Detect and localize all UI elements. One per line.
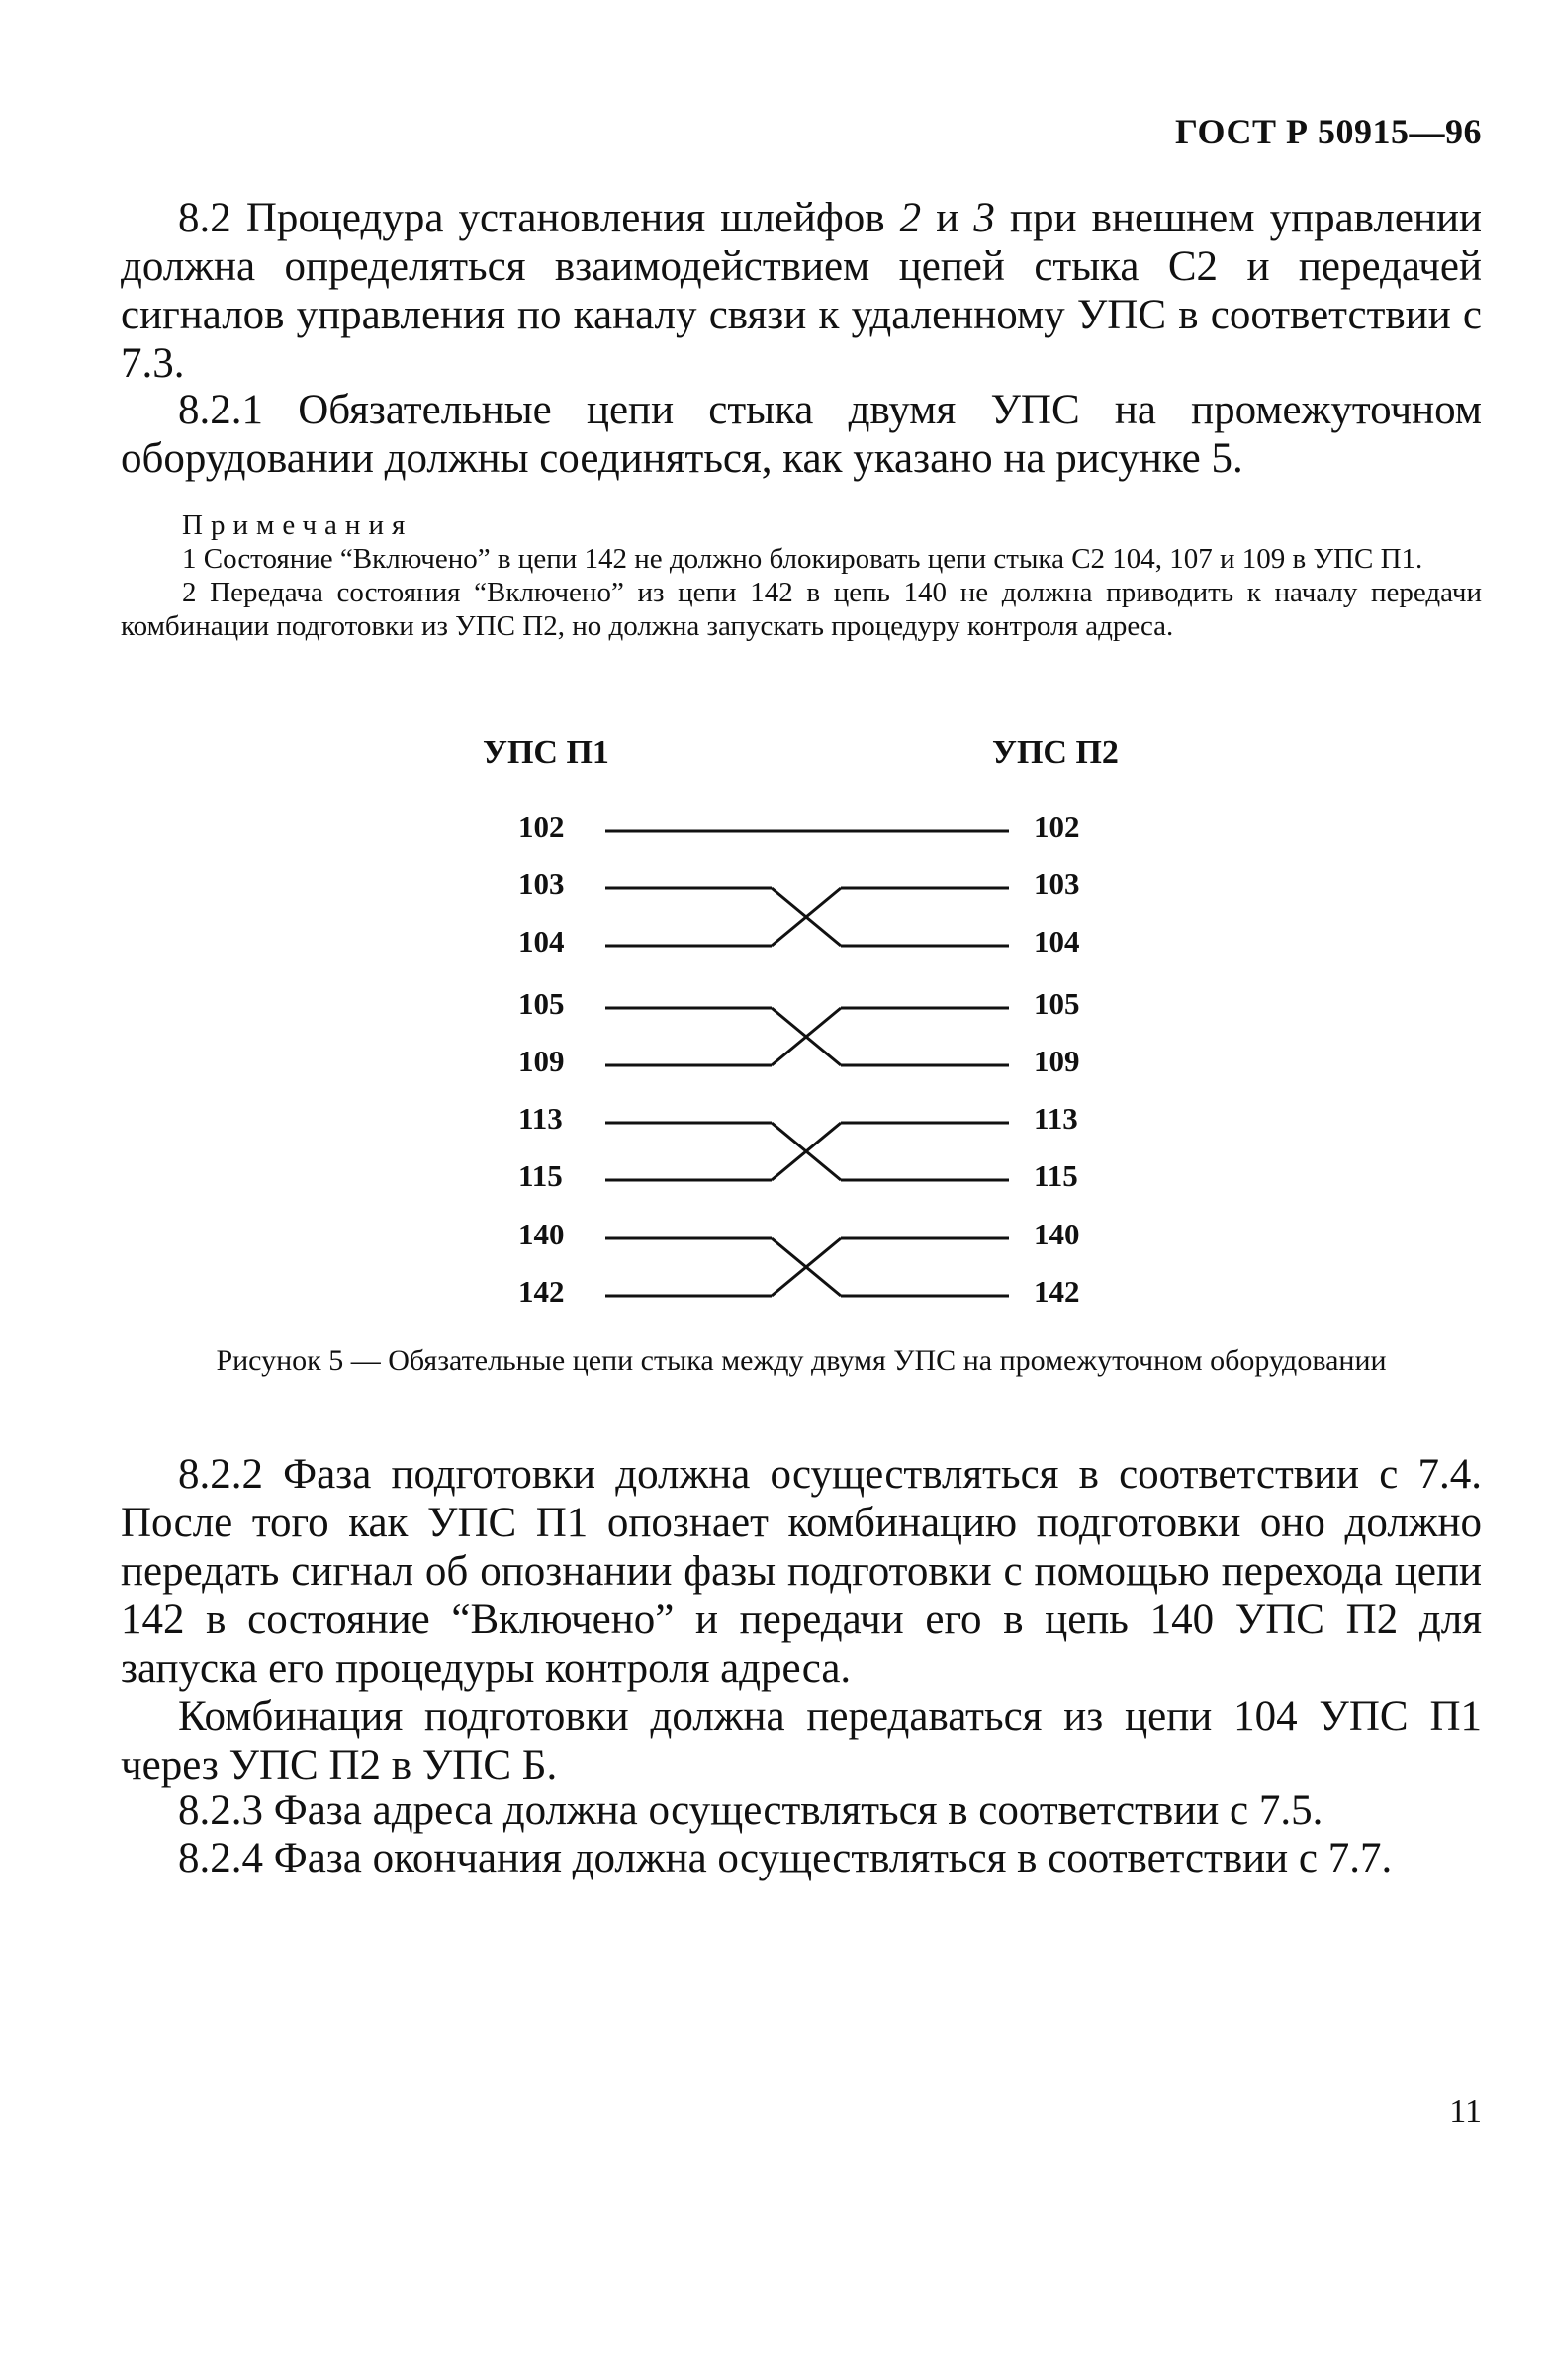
right-circuit-label: 109 [1034, 1044, 1080, 1078]
paragraph-8-2-rest: при внешнем управлении должна определяться взаимодействием цепей стыка С2 и передачей сигналов управления по каналу связи к удаленному УПС в соответствии с 7.3. [121, 195, 1482, 387]
loop-number-3: 3 [973, 195, 995, 241]
right-circuit-label: 103 [1034, 867, 1080, 901]
right-circuit-label: 115 [1034, 1158, 1078, 1193]
notes-block [121, 508, 1482, 643]
page-number: 11 [1449, 2093, 1482, 2130]
wire-group [605, 831, 1009, 1296]
left-circuit-label: 109 [518, 1044, 565, 1078]
right-circuit-label: 104 [1034, 924, 1080, 959]
note-1: 1 Состояние “Включено” в цепи 142 не должно блокировать цепи стыка С2 104, 107 и 109 в УПС П1. [182, 543, 1423, 575]
paragraph-8-2-4: 8.2.4 Фаза окончания должна осуществляться в соответствии с 7.7. [178, 1835, 1393, 1881]
circuit-wires [0, 732, 1551, 1316]
note-2: 2 Передача состояния “Включено” из цепи 142 в цепь 140 не должна приводить к началу передачи комбинации подготовки из УПС П2, но должна запускать процедуру контроля адреса. [121, 577, 1482, 642]
left-circuit-label: 142 [518, 1274, 565, 1309]
left-circuit-label: 115 [518, 1158, 563, 1193]
right-circuit-label: 142 [1034, 1274, 1080, 1309]
paragraph-8-2-2: 8.2.2 Фаза подготовки должна осуществляться в соответствии с 7.4. После того как УПС П1 опознает комбинацию подготовки оно должно передать сигнал об опознании фазы подготовки с помощью перехода цепи 142 в состояние “Включено” и передачи его в цепь 140 УПС П2 для запуска его процедуры контроля адреса. [121, 1451, 1482, 1692]
right-circuit-label: 105 [1034, 986, 1080, 1021]
notes-title: Примечания [182, 509, 413, 541]
document-header: ГОСТ Р 50915—96 [1175, 112, 1482, 151]
paragraph-8-2-lead: 8.2 Процедура установления шлейфов [178, 195, 900, 241]
paragraph-8-2 [121, 194, 1482, 388]
right-circuit-label: 102 [1034, 809, 1080, 844]
right-circuit-label: 140 [1034, 1217, 1080, 1251]
paragraph-8-2-1: 8.2.1 Обязательные цепи стыка двумя УПС на промежуточном оборудовании должны соединяться, как указано на рисунке 5. [121, 387, 1482, 482]
left-circuit-label: 103 [518, 867, 565, 901]
left-circuit-label: 105 [518, 986, 565, 1021]
paragraph-8-2-3: 8.2.3 Фаза адреса должна осуществляться в соответствии с 7.5. [178, 1787, 1323, 1834]
figure-caption: Рисунок 5 — Обязательные цепи стыка между двумя УПС на промежуточном оборудовании [216, 1344, 1387, 1377]
left-circuit-label: 102 [518, 809, 565, 844]
figure-5-diagram [0, 732, 1551, 1316]
left-circuit-label: 140 [518, 1217, 565, 1251]
loop-number-2: 2 [899, 195, 922, 241]
right-device-title: УПС П2 [992, 734, 1119, 771]
paragraph-8-2-and: и [921, 195, 974, 241]
right-circuit-label: 113 [1034, 1101, 1078, 1136]
left-device-title: УПС П1 [483, 734, 609, 771]
left-circuit-label: 113 [518, 1101, 563, 1136]
left-circuit-label: 104 [518, 924, 565, 959]
paragraph-combination: Комбинация подготовки должна передаваться из цепи 104 УПС П1 через УПС П2 в УПС Б. [121, 1693, 1482, 1788]
